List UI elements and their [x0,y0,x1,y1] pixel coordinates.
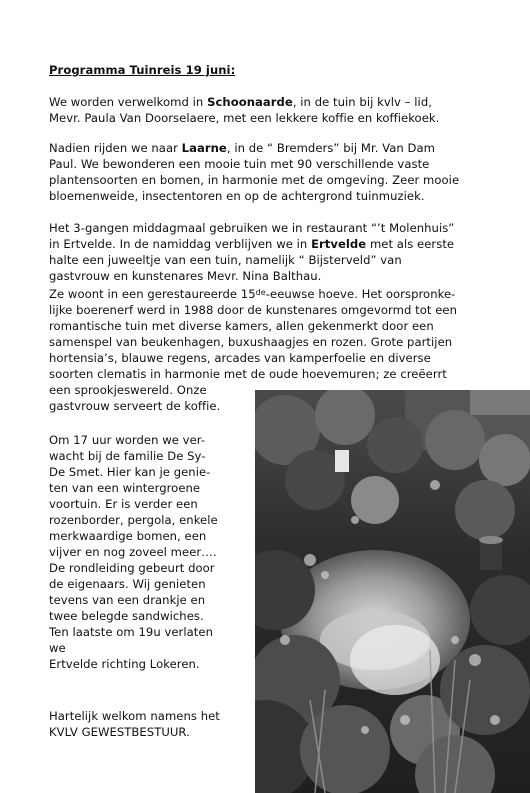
paragraph-3-line-6: lijke boerenerf werd in 1988 door de kunstenares omgevormd tot een [49,303,457,317]
paragraph-4-line: merkwaardige bomen, een [49,529,207,543]
closing-line-2: KVLV GEWESTBESTUUR. [49,725,190,739]
paragraph-2-line-1: Nadien rijden we naar Laarne, in de “ Bremders” bij Mr. Van Dam [49,141,436,155]
paragraph-1-line-2: Mevr. Paula Van Doorselaere, met een lekkere koffie en koffiekoek. [49,111,440,125]
place-laarne: Laarne [181,141,227,155]
closing-line-1: Hartelijk welkom namens het [49,709,220,723]
paragraph-4-line: vijver en nog zoveel meer…. [49,545,217,559]
paragraph-4-line: Om 17 uur worden we ver- [49,433,206,447]
place-schoonaarde: Schoonaarde [207,95,293,109]
paragraph-4-line: de eigenaars. Wij genieten [49,577,206,591]
paragraph-3-line-5: Ze woont in een gerestaureerde 15de-eeuwse hoeve. Het oorspronke- [49,287,456,301]
paragraph-4-line: ten van een wintergroene [49,481,201,495]
place-ertvelde: Ertvelde [311,237,367,251]
paragraph-4-line: rozenborder, pergola, enkele [49,513,218,527]
paragraph-1-line-1: We worden verwelkomd in Schoonaarde, in de tuin bij kvlv – lid, [49,95,432,109]
paragraph-2-line-2: Paul. We bewonderen een mooie tuin met 90 verschillende vaste [49,157,430,171]
paragraph-3-line-11: een sprookjeswereld. Onze [49,383,207,397]
paragraph-4-line: voortuin. Er is verder een [49,497,198,511]
paragraph-4-line: twee belegde sandwiches. [49,609,204,623]
paragraph-3-line-10: soorten clematis in harmonie met de oude hoevemuren; ze creëerrt [49,367,447,381]
paragraph-2-line-4: bloemenweide, insectentoren en op de achtergrond tuinmuziek. [49,189,425,203]
paragraph-3-line-7: romantische tuin met diverse kamers, allen gekenmerkt door een [49,319,434,333]
page-title: Programma Tuinreis 19 juni: [49,63,236,77]
paragraph-4-line: Ten laatste om 19u verlaten [49,625,213,639]
paragraph-3-line-3: halte een juweeltje van een tuin, namelijk “ Bijsterveld” van [49,253,402,267]
paragraph-4-line: De rondleiding gebeurt door [49,561,215,575]
paragraph-4-line: tevens van een drankje en [49,593,206,607]
paragraph-3-line-12: gastvrouw serveert de koffie. [49,399,221,413]
paragraph-3-line-4: gastvrouw en kunstenares Mevr. Nina Balthau. [49,269,322,283]
paragraph-4-line: De Smet. Hier kan je genie- [49,465,211,479]
garden-pond-photo [255,390,530,793]
paragraph-3-line-2: in Ertvelde. In de namiddag verblijven we in Ertvelde met als eerste [49,237,455,251]
paragraph-4-line: wacht bij de familie De Sy- [49,449,206,463]
paragraph-4-line: Ertvelde richting Lokeren. [49,657,200,671]
paragraph-4-line: we [49,641,66,655]
paragraph-2-line-3: plantensoorten en bomen, in harmonie met de omgeving. Zeer mooie [49,173,460,187]
paragraph-3-line-8: samenspel van beukenhagen, buxushaagjes en rozen. Grote partijen [49,335,453,349]
paragraph-3-line-1: Het 3-gangen middagmaal gebruiken we in restaurant “’t Molenhuis” [49,221,455,235]
paragraph-3-line-9: hortensia’s, blauwe regens, arcades van kamperfoelie en diverse [49,351,431,365]
